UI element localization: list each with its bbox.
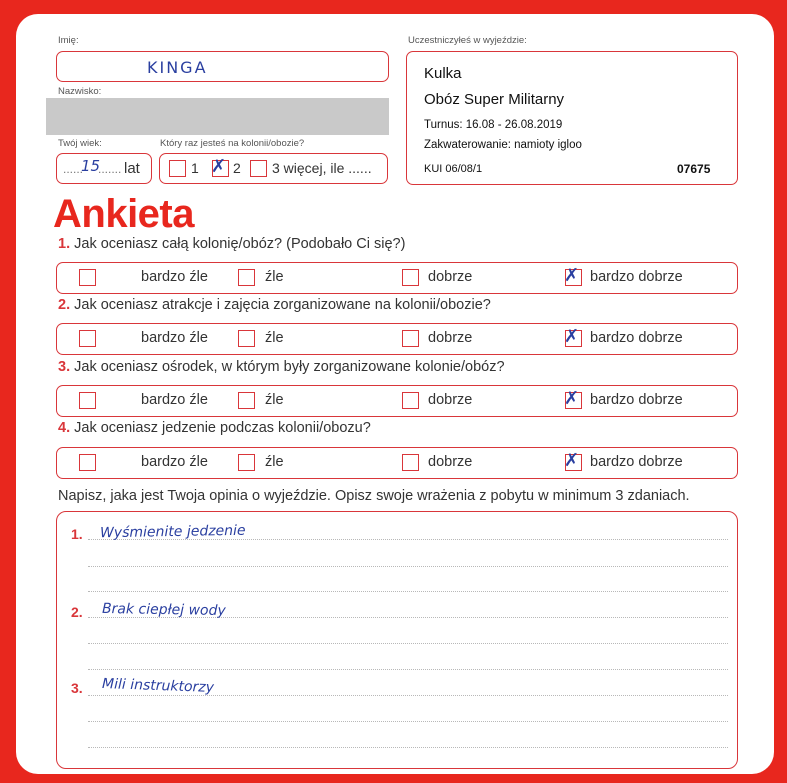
question-number: 1. [58,236,71,252]
wiek-label: Twój wiek: [58,138,102,149]
question-number: 4. [58,420,71,436]
writing-line [88,747,728,748]
ktory-raz-option-1: 1 [191,160,199,176]
answer-row-2 [56,323,738,355]
writing-line [88,669,728,670]
answer-checkbox[interactable] [79,454,96,471]
question-1 [58,236,405,252]
wiek-field[interactable] [56,153,152,184]
answer-checkbox[interactable] [79,330,96,347]
answer-option-label: źle [265,269,284,285]
question-text: Jak oceniasz ośrodek, w którym były zorganizowane kolonie/obóz? [74,359,505,375]
nazwisko-label: Nazwisko: [58,86,102,97]
nazwisko-redacted [46,98,389,135]
survey-sheet [16,14,774,774]
ktory-raz-checkbox-3[interactable] [250,160,267,177]
question-text: Jak oceniasz jedzenie podczas kolonii/obozu? [74,420,371,436]
writing-line [88,643,728,644]
question-text: Jak oceniasz całą kolonię/obóz? (Podobało Ci się?) [74,236,406,252]
ktory-raz-option-3: 3 więcej, ile ...... [272,160,372,176]
answer-option-label: dobrze [428,392,473,408]
imie-value: KINGA [147,58,208,77]
answer-checkbox[interactable] [564,326,582,347]
opinion-prompt: Napisz, jaka jest Twoja opinia o wyjeździe. Opisz swoje wrażenia z pobytu w minimum 3 zdaniach. [58,488,690,504]
wiek-value: 15 [81,157,101,175]
opinion-text-1: Wyśmienite jedzenie [99,522,246,542]
answer-checkbox[interactable] [238,392,255,409]
answer-checkbox[interactable] [402,392,419,409]
answer-checkbox[interactable] [402,269,419,286]
answer-option-label: bardzo źle [141,330,208,346]
ktory-raz-option-2: 2 [233,160,241,176]
question-number: 2. [58,297,71,313]
answer-checkbox[interactable] [79,269,96,286]
opinion-num-3: 3. [71,680,83,696]
answer-checkbox[interactable] [238,269,255,286]
answer-option-label: źle [265,330,284,346]
writing-line [88,721,728,722]
answer-option-label: dobrze [428,454,473,470]
camp-label: Uczestniczyłeś w wyjeździe: [408,35,527,46]
answer-checkbox[interactable] [564,450,582,471]
answer-option-label: dobrze [428,330,473,346]
answer-option-label: bardzo dobrze [590,454,683,470]
wiek-dots-left: ...... [63,162,84,176]
answer-row-1 [56,262,738,294]
wiek-dots-right: ....... [98,162,122,176]
answer-checkbox[interactable] [402,330,419,347]
answer-option-label: bardzo źle [141,454,208,470]
answer-row-3 [56,385,738,417]
wiek-unit: lat [124,160,140,177]
ktory-raz-checkbox-2[interactable] [211,156,229,177]
answer-option-label: bardzo źle [141,269,208,285]
answer-checkbox[interactable] [238,454,255,471]
check-mark-icon: ✗ [564,326,580,347]
question-4 [58,420,371,436]
camp-code: KUI 06/08/1 [424,163,483,175]
camp-number: 07675 [677,162,711,176]
opinion-box[interactable] [56,511,738,769]
answer-checkbox[interactable] [238,330,255,347]
question-2 [58,297,491,313]
answer-option-label: bardzo źle [141,392,208,408]
check-mark-icon: ✗ [564,388,580,409]
ktory-raz-field [159,153,388,184]
answer-option-label: bardzo dobrze [590,392,683,408]
question-3 [58,359,505,375]
imie-label: Imię: [58,35,79,46]
question-number: 3. [58,359,71,375]
camp-turnus: Turnus: 16.08 - 26.08.2019 [424,119,563,131]
check-mark-icon: ✗ [564,265,580,286]
opinion-text-2: Brak ciepłej wody [101,600,226,620]
writing-line [88,591,728,592]
imie-field[interactable] [56,51,389,82]
check-mark-icon: ✗ [211,156,227,177]
opinion-num-2: 2. [71,604,83,620]
page-title: Ankieta [53,192,194,236]
answer-option-label: bardzo dobrze [590,269,683,285]
answer-option-label: dobrze [428,269,473,285]
answer-checkbox[interactable] [402,454,419,471]
answer-checkbox[interactable] [564,265,582,286]
check-mark-icon: ✗ [564,450,580,471]
opinion-text-3: Mili instruktorzy [101,676,215,696]
writing-line [88,566,728,567]
camp-name2: Obóz Super Militarny [424,91,565,108]
ktory-raz-label: Który raz jesteś na kolonii/obozie? [160,138,305,149]
writing-line [88,695,728,696]
camp-info-box [406,51,738,185]
answer-checkbox[interactable] [79,392,96,409]
camp-name1: Kulka [424,65,462,82]
answer-row-4 [56,447,738,479]
answer-option-label: źle [265,454,284,470]
answer-option-label: bardzo dobrze [590,330,683,346]
answer-option-label: źle [265,392,284,408]
answer-checkbox[interactable] [564,388,582,409]
ktory-raz-checkbox-1[interactable] [169,160,186,177]
camp-zakwaterowanie: Zakwaterowanie: namioty igloo [424,139,582,151]
question-text: Jak oceniasz atrakcje i zajęcia zorganizowane na kolonii/obozie? [74,297,491,313]
opinion-num-1: 1. [71,526,83,542]
